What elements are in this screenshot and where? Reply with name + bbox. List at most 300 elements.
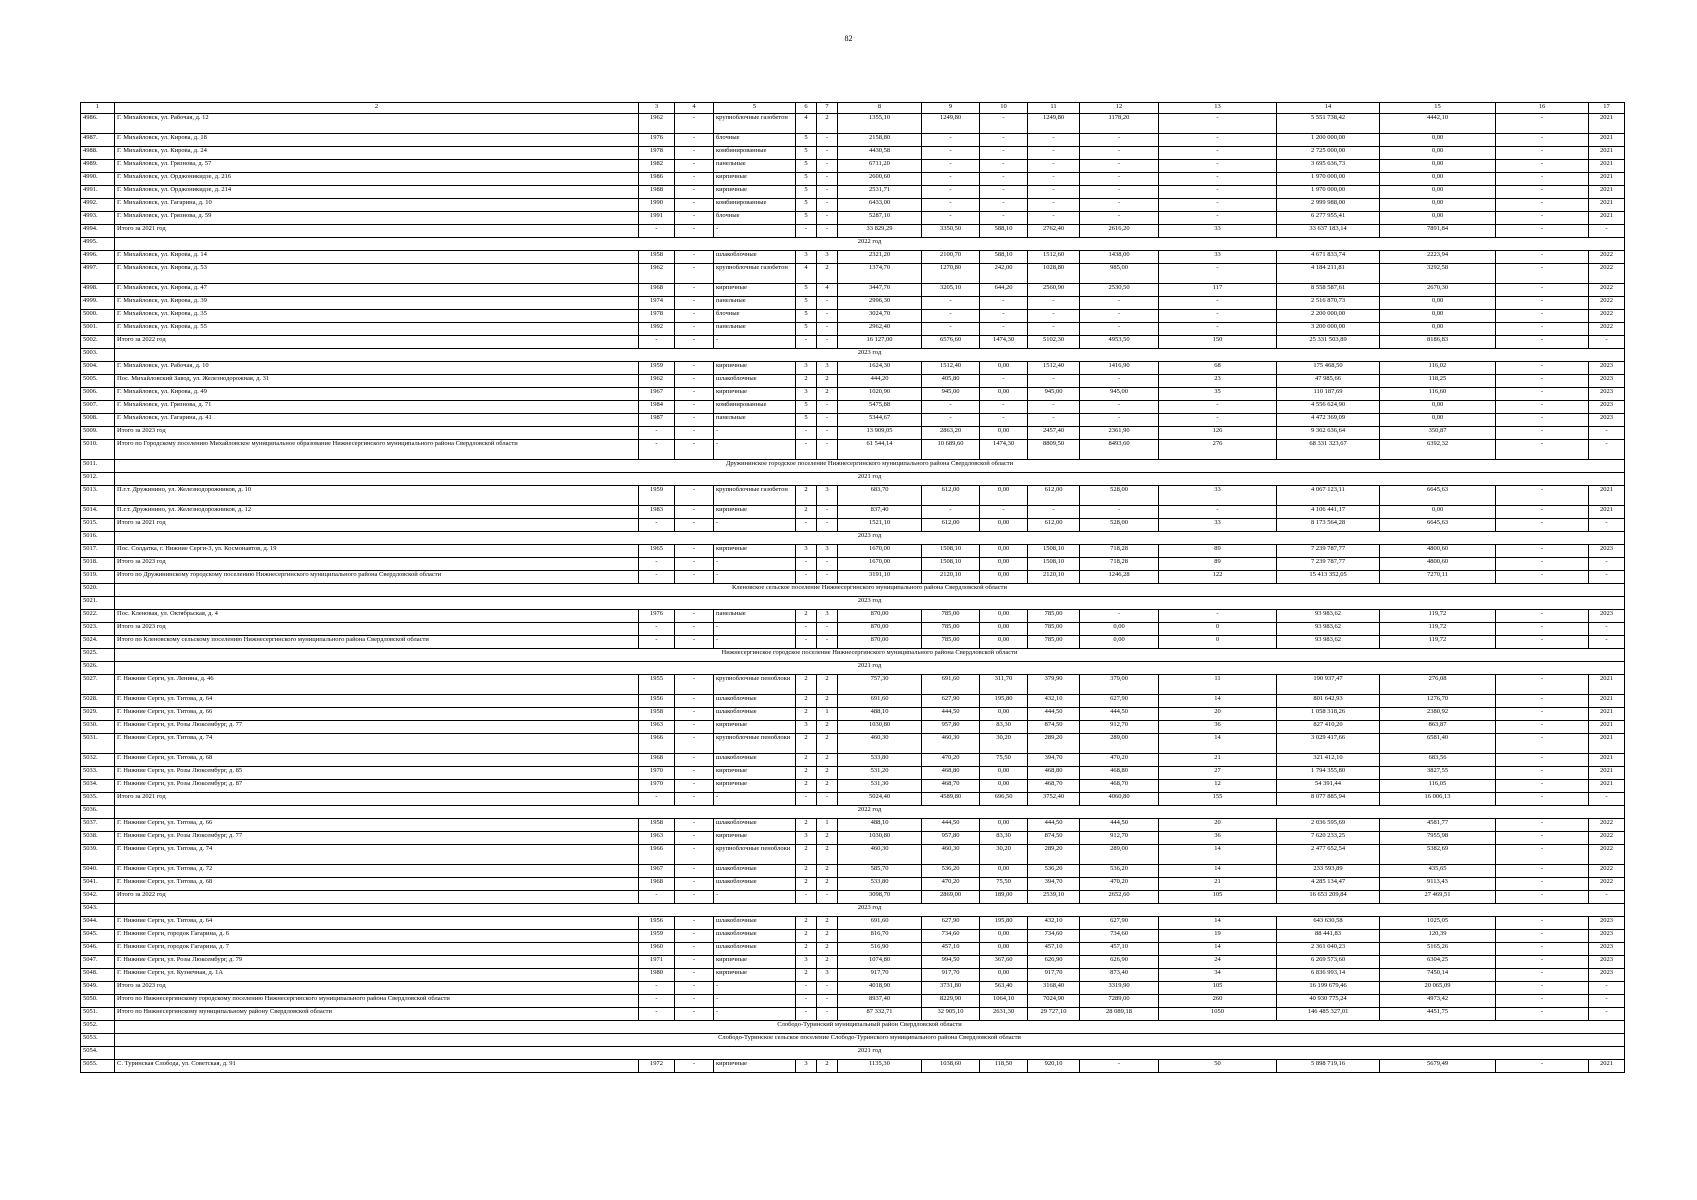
table-cell: 33 [1159,225,1277,238]
table-cell: 1025,05 [1380,917,1496,930]
table-cell: - [1159,610,1277,623]
row-number: 4994. [81,225,115,238]
table-cell: 785,00 [922,610,980,623]
table-row [81,134,1625,147]
address-cell: Г. Михайловск, ул. Грязнова, д. 71 [115,401,639,414]
table-cell: 2 [796,969,817,982]
row-number: 5003. [81,349,115,362]
table-cell: 3098,70 [838,891,922,904]
table-cell: 460,30 [838,845,922,865]
table-cell: - [1496,930,1589,943]
table-cell: - [675,147,714,160]
table-cell: - [1159,310,1277,323]
table-cell: 2023 [1589,401,1625,414]
table-cell: 3205,10 [922,284,980,297]
row-number: 5047. [81,956,115,969]
address-cell: Итого за 2021 год [115,519,639,532]
table-cell: - [817,995,838,1008]
table-cell: - [675,310,714,323]
row-number: 5046. [81,943,115,956]
table-row [81,734,1625,754]
table-cell: 5 [796,297,817,310]
table-cell: 3 [817,610,838,623]
address-cell: Г. Нижние Серги, ул. Титова, д. 72 [115,865,639,878]
table-cell: 785,00 [1028,610,1080,623]
register-table [80,102,1625,1073]
table-cell: 5679,49 [1380,1060,1496,1073]
table-cell: - [675,323,714,336]
table-cell: 2022 [1589,310,1625,323]
address-cell: Г. Михайловск, ул. Кирова, д. 35 [115,310,639,323]
row-number: 5050. [81,995,115,1008]
table-cell: 0,00 [1080,623,1159,636]
table-cell: - [714,571,796,584]
table-cell: - [714,623,796,636]
table-cell: - [1496,264,1589,284]
table-row [81,695,1625,708]
table-cell: 2021 [1589,506,1625,519]
table-cell: 2223,94 [1380,251,1496,264]
table-cell: 2869,00 [922,891,980,904]
table-cell: - [675,558,714,571]
table-cell: 643 630,58 [1277,917,1380,930]
table-cell: 2021 [1589,721,1625,734]
table-cell: - [980,114,1028,134]
table-cell: 2158,80 [838,134,922,147]
table-cell: - [1159,297,1277,310]
table-cell: 563,40 [980,982,1028,995]
table-cell: - [1496,362,1589,375]
table-cell: 691,60 [922,675,980,695]
table-row [81,212,1625,225]
table-row [81,793,1625,806]
table-cell: шлакоблочные [714,917,796,930]
table-cell: 118,25 [1380,375,1496,388]
table-cell: 3 [796,251,817,264]
table-cell: - [1589,793,1625,806]
address-cell: Пос. Михайловский Завод, ул. Железнодорожная, д. 31 [115,375,639,388]
table-cell: - [1080,375,1159,388]
table-cell: - [1080,160,1159,173]
table-cell: 1992 [639,323,675,336]
table-cell: - [675,623,714,636]
section-heading: Кленовское сельское поселение Нижнесергинского муниципального района Свердловской области [115,584,1625,597]
table-cell: 0,00 [1380,134,1496,147]
table-cell: 8229,90 [922,995,980,1008]
row-number: 5024. [81,636,115,649]
table-cell: - [675,160,714,173]
table-cell: 816,70 [838,930,922,943]
table-cell: - [714,519,796,532]
table-cell: - [1496,754,1589,767]
row-number: 5044. [81,917,115,930]
table-cell: крупноблочные газобетон [714,486,796,506]
table-cell: 27 469,51 [1380,891,1496,904]
address-cell: Г. Нижние Серги, ул. Розы Люксембург, д. 85 [115,767,639,780]
table-cell: 0 [1159,636,1277,649]
table-cell: - [817,571,838,584]
table-cell: 985,00 [1080,264,1159,284]
table-cell: 2996,30 [838,297,922,310]
table-cell: 627,90 [922,917,980,930]
table-cell: 1508,10 [922,558,980,571]
table-cell: - [980,212,1028,225]
table-cell: - [1496,225,1589,238]
table-cell: 1984 [639,401,675,414]
row-number: 5013. [81,486,115,506]
address-cell: Г. Нижние Серги, ул. Розы Люксембург, д. 77 [115,721,639,734]
table-cell: 1624,30 [838,362,922,375]
table-cell: - [1589,571,1625,584]
table-cell: 612,00 [1028,519,1080,532]
table-cell: 6433,00 [838,199,922,212]
table-cell: 1967 [639,388,675,401]
table-cell: 2 [796,865,817,878]
table-cell: 1508,10 [1028,545,1080,558]
table-cell: - [1159,401,1277,414]
table-cell: - [1496,969,1589,982]
table-cell: 116,05 [1380,780,1496,793]
table-cell: 1958 [639,708,675,721]
table-cell: - [980,173,1028,186]
table-cell: 874,50 [1028,832,1080,845]
table-cell: 8 077 885,94 [1277,793,1380,806]
table-row [81,832,1625,845]
table-cell: 47 985,66 [1277,375,1380,388]
table-cell: 2 [796,780,817,793]
table-cell: - [817,199,838,212]
table-cell: 105 [1159,982,1277,995]
address-cell: Г. Нижние Серги, ул. Розы Люксембург, д. 77 [115,832,639,845]
row-number: 5020. [81,584,115,597]
table-cell: 683,56 [1380,754,1496,767]
table-row [81,362,1625,375]
table-cell: 917,70 [1028,969,1080,982]
table-cell: - [675,832,714,845]
table-cell: 0,00 [980,486,1028,506]
table-cell: - [1496,917,1589,930]
table-cell: - [714,336,796,349]
table-cell: 6576,60 [922,336,980,349]
table-row [81,199,1625,212]
table-row [81,558,1625,571]
table-cell: 2021 [1589,734,1625,754]
table-cell: 13 909,05 [838,427,922,440]
table-cell: панельные [714,160,796,173]
table-cell: 837,40 [838,506,922,519]
table-cell: 994,50 [922,956,980,969]
table-cell: 116,02 [1380,362,1496,375]
table-cell: 2321,20 [838,251,922,264]
table-cell: 5382,69 [1380,845,1496,865]
table-cell: кирпичные [714,780,796,793]
table-cell: 350,87 [1380,427,1496,440]
table-cell: 683,70 [838,486,922,506]
table-cell: 488,10 [838,708,922,721]
table-cell: кирпичные [714,545,796,558]
table-cell: 785,00 [1028,636,1080,649]
table-cell: - [1159,173,1277,186]
row-number: 5048. [81,969,115,982]
table-cell: кирпичные [714,388,796,401]
row-number: 4991. [81,186,115,199]
table-cell: - [1496,440,1589,460]
table-cell: кирпичные [714,284,796,297]
table-cell: 2 [817,943,838,956]
table-cell: 2631,30 [980,1008,1028,1021]
table-cell: - [675,212,714,225]
table-cell: 1276,70 [1380,695,1496,708]
table-cell: 16 006,13 [1380,793,1496,806]
table-cell: 0,00 [980,427,1028,440]
table-cell: 912,70 [1080,721,1159,734]
table-cell: - [714,793,796,806]
row-number: 5018. [81,558,115,571]
table-cell: 367,60 [980,956,1028,969]
table-cell: 3 [817,251,838,264]
table-cell: 870,00 [838,636,922,649]
table-cell: 1064,10 [980,995,1028,1008]
column-header: 1 [81,103,115,114]
table-cell: 1958 [639,251,675,264]
table-cell: 0,00 [980,623,1028,636]
table-cell: 468,80 [1028,767,1080,780]
column-header: 7 [817,103,838,114]
address-cell: П.г.т. Дружинино, ул. Железнодорожников, д. 10 [115,486,639,506]
table-cell: 2 [817,917,838,930]
table-cell: 2023 [1589,388,1625,401]
table-cell: - [922,401,980,414]
table-cell: - [1496,323,1589,336]
table-cell: 33 829,29 [838,225,922,238]
section-heading: 2021 год [115,473,1625,486]
table-cell: 1966 [639,734,675,754]
table-row [81,323,1625,336]
table-cell: 5 [796,134,817,147]
table-cell: 957,80 [922,832,980,845]
address-cell: Г. Михайловск, ул. Кирова, д. 18 [115,134,639,147]
table-cell: 4060,80 [1080,793,1159,806]
table-row [81,930,1625,943]
table-cell: 1438,00 [1080,251,1159,264]
table-cell: шлакоблочные [714,695,796,708]
table-cell: 1030,80 [838,721,922,734]
table-cell: - [1159,160,1277,173]
table-cell: 873,40 [1080,969,1159,982]
table-cell: 5 [796,323,817,336]
row-number: 5006. [81,388,115,401]
table-cell: - [1028,212,1080,225]
table-cell: 1986 [639,173,675,186]
table-cell: 30,20 [980,734,1028,754]
table-cell: - [796,982,817,995]
table-cell: 8809,50 [1028,440,1080,460]
table-cell: 627,90 [1080,695,1159,708]
table-cell: - [1496,845,1589,865]
table-cell: - [675,943,714,956]
page-number: 82 [844,34,853,43]
table-cell: - [1496,780,1589,793]
table-cell: - [1496,832,1589,845]
table-cell: 3752,40 [1028,793,1080,806]
table-cell: 2 [796,917,817,930]
table-cell: 3 [796,956,817,969]
table-cell: 2 725 000,00 [1277,147,1380,160]
table-cell: 2 036 595,69 [1277,819,1380,832]
table-cell: 5 [796,401,817,414]
table-row [81,995,1625,1008]
row-number: 5041. [81,878,115,891]
table-cell: - [675,440,714,460]
table-cell: 2023 [1589,956,1625,969]
table-cell: 1967 [639,865,675,878]
table-cell: - [675,695,714,708]
table-cell: 1955 [639,675,675,695]
table-cell: 444,50 [922,708,980,721]
table-cell: - [1496,375,1589,388]
table-cell: 2023 [1589,917,1625,930]
table-cell: 2023 [1589,362,1625,375]
table-cell: 0,00 [1380,414,1496,427]
table-cell: 536,20 [1080,865,1159,878]
table-cell: 2023 [1589,930,1625,943]
row-number: 5034. [81,780,115,793]
table-row [81,754,1625,767]
table-cell: - [1496,636,1589,649]
table-cell: 457,10 [1028,943,1080,956]
table-cell: 5344,67 [838,414,922,427]
row-number: 5038. [81,832,115,845]
table-cell: кирпичные [714,506,796,519]
table-cell: - [639,636,675,649]
table-cell: 2 [817,375,838,388]
column-header: 16 [1496,103,1589,114]
row-number: 5004. [81,362,115,375]
table-cell: - [1080,134,1159,147]
table-row [81,623,1625,636]
table-cell: крупноблочные газобетон [714,264,796,284]
section-row [81,904,1625,917]
table-cell: - [1496,571,1589,584]
table-cell: 5024,40 [838,793,922,806]
table-cell: 444,50 [1080,819,1159,832]
table-cell: 394,70 [1028,878,1080,891]
table-cell: 35 [1159,388,1277,401]
table-cell: 1976 [639,134,675,147]
address-cell: Г. Нижние Серги, ул. Ленина, д. 46 [115,675,639,695]
table-cell: - [817,212,838,225]
table-cell: 4 671 833,74 [1277,251,1380,264]
table-cell: - [1159,506,1277,519]
table-cell: 3 [796,721,817,734]
table-cell: 3191,10 [838,571,922,584]
table-cell: 3 [817,486,838,506]
table-cell: - [1496,173,1589,186]
table-cell: кирпичные [714,832,796,845]
address-cell: Итого по Кленовскому сельскому поселению Нижнесергинского муниципального района Свердловской области [115,636,639,649]
table-cell: 2120,10 [1028,571,1080,584]
table-cell: 2022 [1589,323,1625,336]
table-cell: 516,90 [838,943,922,956]
table-cell: 33 637 183,14 [1277,225,1380,238]
table-cell: 718,28 [1080,545,1159,558]
table-cell: 612,00 [1028,486,1080,506]
table-cell: 585,70 [838,865,922,878]
table-cell: - [1496,545,1589,558]
row-number: 4998. [81,284,115,297]
table-cell: 4 106 441,17 [1277,506,1380,519]
table-cell: кирпичные [714,362,796,375]
table-row [81,891,1625,904]
table-cell: - [1589,558,1625,571]
table-cell: панельные [714,610,796,623]
section-heading: 2022 год [115,238,1625,251]
table-cell: - [639,623,675,636]
table-row [81,388,1625,401]
address-cell: Г. Нижние Серги, ул. Кузнечная, д. 1А [115,969,639,982]
table-cell: 87 332,71 [838,1008,922,1021]
table-cell: - [1496,708,1589,721]
table-cell: 155 [1159,793,1277,806]
table-cell: 0,00 [980,571,1028,584]
row-number: 5022. [81,610,115,623]
table-cell: 1508,10 [1028,558,1080,571]
table-cell: 470,20 [1080,878,1159,891]
table-cell: 0,00 [1380,199,1496,212]
table-cell: 627,90 [1080,917,1159,930]
table-cell: 195,80 [980,917,1028,930]
table-cell: 0,00 [1380,310,1496,323]
table-cell: 6392,32 [1380,440,1496,460]
table-cell: - [817,558,838,571]
table-cell: 0,00 [980,362,1028,375]
table-cell: кирпичные [714,721,796,734]
table-cell: - [1028,375,1080,388]
table-cell: - [675,969,714,982]
table-cell: 612,00 [922,519,980,532]
table-cell: 6 277 955,41 [1277,212,1380,225]
table-row [81,571,1625,584]
table-cell: 1249,80 [1028,114,1080,134]
table-cell: 1050 [1159,1008,1277,1021]
table-cell: 54 391,44 [1277,780,1380,793]
table-cell: 0,00 [980,930,1028,943]
row-number: 5000. [81,310,115,323]
table-cell: - [1159,147,1277,160]
table-cell: 23 [1159,375,1277,388]
table-row [81,160,1625,173]
table-cell: - [1159,134,1277,147]
table-cell: шлакоблочные [714,375,796,388]
table-cell: 233 593,89 [1277,865,1380,878]
table-cell: 4 067 123,11 [1277,486,1380,506]
section-heading: 2023 год [115,349,1625,362]
table-cell: - [817,793,838,806]
table-row [81,486,1625,506]
table-cell: 945,00 [1028,388,1080,401]
table-cell: 734,60 [1028,930,1080,943]
table-cell: 1968 [639,754,675,767]
table-cell: шлакоблочные [714,943,796,956]
table-cell: 2021 [1589,1060,1625,1073]
table-cell: крупноблочные пеноблоки [714,675,796,695]
table-cell: 25 331 503,89 [1277,336,1380,349]
table-cell: 2022 [1589,284,1625,297]
table-cell: 2021 [1589,199,1625,212]
table-cell: - [1496,675,1589,695]
table-cell: - [796,225,817,238]
table-cell: - [817,414,838,427]
